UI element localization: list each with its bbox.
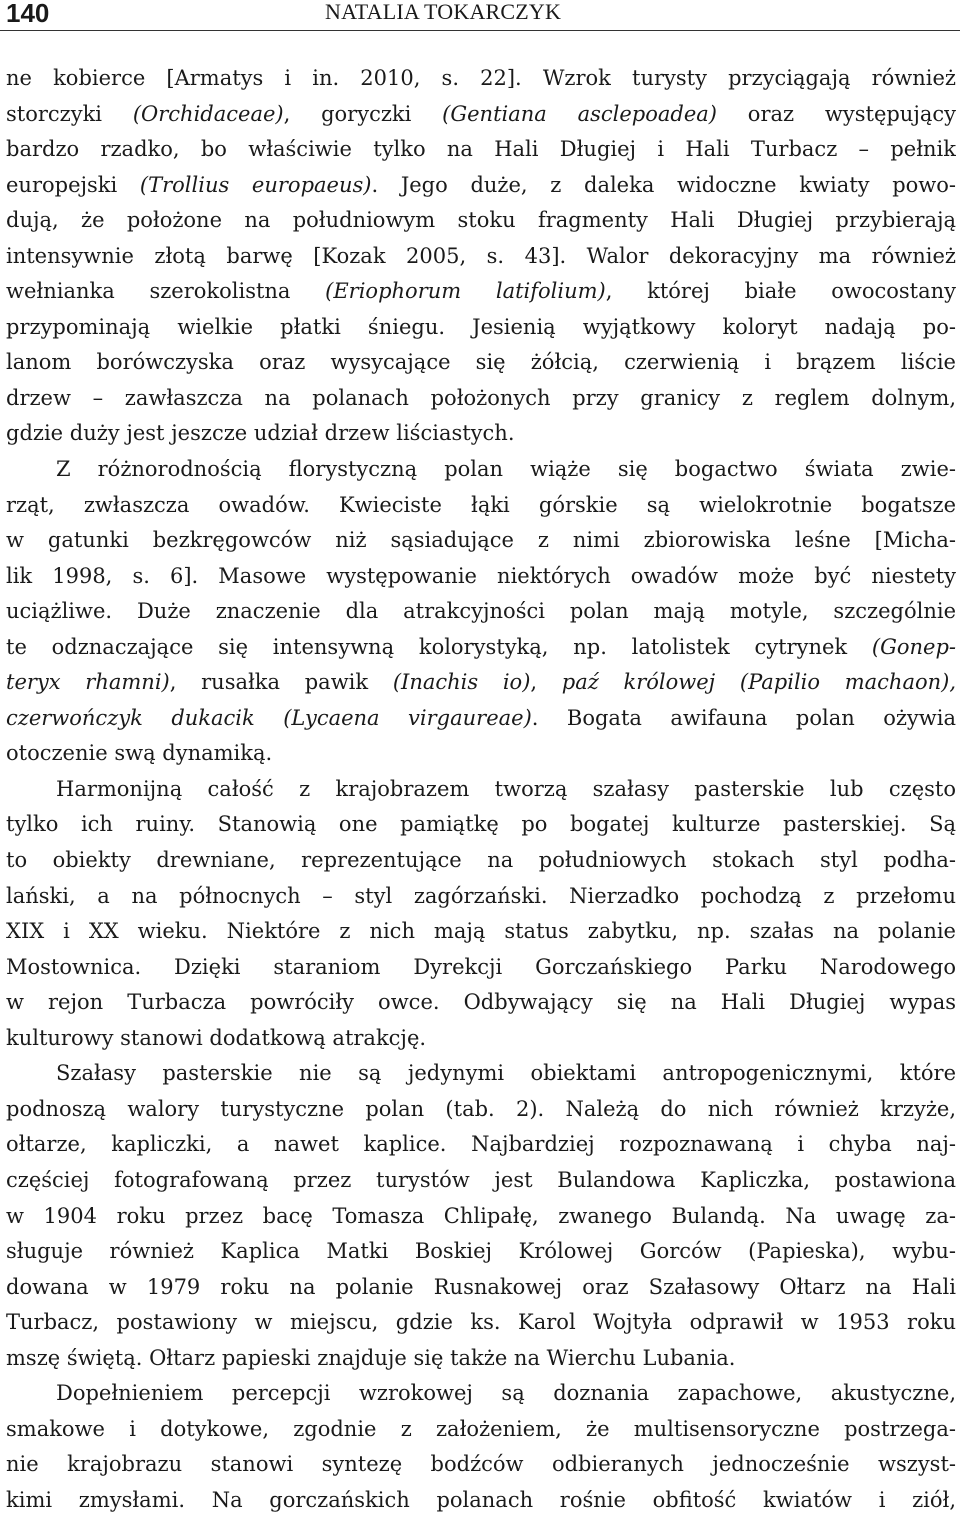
running-header: [0, 0, 960, 28]
text-run: ołtarze, kapliczki, a nawet kaplice. Najbardziej rozpoznawaną i chyba naj-: [6, 1132, 956, 1157]
text-line: [6, 559, 956, 595]
text-line: [6, 168, 956, 204]
page-number: 140: [6, 0, 50, 28]
text-run: Harmonijną całość z krajobrazem tworzą szałasy pasterskie lub często: [56, 776, 956, 801]
text-line: [6, 807, 956, 843]
text-line: [6, 772, 956, 808]
text-run: wełnianka szerokolistna: [6, 279, 326, 304]
text-line: [6, 239, 956, 275]
text-run: te odznaczające się intensywną kolorystyką, np. latolistek cytrynek: [6, 634, 872, 659]
text-run: przypominają wielkie płatki śniegu. Jesienią wyjątkowy koloryt nadają po-: [6, 314, 956, 339]
text-line: [6, 274, 956, 310]
text-run: storczyki: [6, 101, 133, 126]
text-line: [6, 1234, 956, 1270]
text-line: [6, 381, 956, 417]
text-line: [6, 879, 956, 915]
text-run: XIX i XX wieku. Niektóre z nich mają status zabytku, np. szałas na polanie: [6, 919, 956, 944]
text-run: to obiekty drewniane, reprezentujące na południowych stokach styl podha-: [6, 848, 956, 873]
italic-term: (Gonep-: [871, 634, 956, 659]
text-run: intensywnie złotą barwę [Kozak 2005, s. 43]. Walor dekoracyjny ma również: [6, 243, 956, 268]
text-line: [6, 736, 956, 772]
text-run: kimi zmysłami. Na gorczańskich polanach rośnie obfitość kwiatów i ziół,: [6, 1487, 956, 1512]
text-line: [6, 452, 956, 488]
text-line: [6, 1127, 956, 1163]
text-line: [6, 203, 956, 239]
text-line: [6, 1447, 956, 1483]
text-run: , goryczki: [283, 101, 443, 126]
text-run: Szałasy pasterskie nie są jedynymi obiektami antropogenicznymi, które: [56, 1061, 956, 1086]
text-line: [6, 1199, 956, 1235]
text-line: [6, 594, 956, 630]
text-line: [6, 488, 956, 524]
text-run: sługuje również Kaplica Matki Boskiej Królowej Gorców (Papieska), wybu-: [6, 1239, 956, 1264]
text-line: [6, 1305, 956, 1341]
text-line: [6, 1092, 956, 1128]
text-run: dują, że położone na południowym stoku fragmenty Hali Długiej przybierają: [6, 208, 956, 233]
running-title-author: NATALIA TOKARCZYK: [325, 0, 562, 24]
text-run: smakowe i dotykowe, zgodnie z założeniem, że multisensoryczne postrzega-: [6, 1416, 956, 1441]
text-line: [6, 1376, 956, 1412]
italic-term: teryx rhamni): [6, 670, 170, 695]
header-rule: [0, 30, 960, 31]
text-run: , której białe owocostany: [605, 279, 956, 304]
text-run: bardzo rzadko, bo właściwie tylko na Hali Długiej i Hali Turbacz – pełnik: [6, 137, 956, 162]
text-run: Dopełnieniem percepcji wzrokowej są doznania zapachowe, akustyczne,: [56, 1381, 956, 1406]
text-line: [6, 61, 956, 97]
text-line: [6, 132, 956, 168]
text-run: w 1904 roku przez bacę Tomasza Chlipałę, zwanego Bulandą. Na uwagę za-: [6, 1203, 956, 1228]
text-run: częściej fotografowaną przez turystów jest Bulandowa Kapliczka, postawiona: [6, 1167, 956, 1192]
text-run: gdzie duży jest jeszcze udział drzew liściastych.: [6, 421, 515, 446]
italic-term: czerwończyk dukacik (Lycaena virgaureae): [6, 705, 532, 730]
text-line: [6, 523, 956, 559]
text-line: [6, 416, 956, 452]
italic-term: (Orchidaceae): [132, 101, 284, 126]
italic-term: (Trollius europaeus): [139, 172, 372, 197]
text-line: [6, 1412, 956, 1448]
text-line: [6, 1270, 956, 1306]
text-line: [6, 1021, 956, 1057]
text-run: lik 1998, s. 6]. Masowe występowanie niektórych owadów może być niestety: [6, 563, 956, 588]
text-run: otoczenie swą dynamiką.: [6, 741, 273, 766]
text-run: podnoszą walory turystyczne polan (tab. 2). Należą do nich również krzyże,: [6, 1096, 956, 1121]
text-line: [6, 97, 956, 133]
italic-term: (Inachis io): [392, 670, 531, 695]
text-line: [6, 1163, 956, 1199]
italic-term: (Eriophorum latifolium): [325, 279, 606, 304]
text-run: rząt, zwłaszcza owadów. Kwieciste łąki górskie są wielokrotnie bogatsze: [6, 492, 956, 517]
text-run: ne kobierce [Armatys i in. 2010, s. 22]. Wzrok turysty przyciągają również: [6, 66, 956, 90]
text-run: w rejon Turbacza powróciły owce. Odbywający się na Hali Długiej wypas: [6, 990, 956, 1015]
text-line: [6, 950, 956, 986]
text-line: [6, 665, 956, 701]
article-body: [6, 61, 956, 1518]
text-line: [6, 843, 956, 879]
text-run: Turbacz, postawiony w miejscu, gdzie ks. Karol Wojtyła odprawił w 1953 roku: [6, 1310, 956, 1335]
text-run: mszę świętą. Ołtarz papieski znajduje się także na Wierchu Lubania.: [6, 1345, 736, 1370]
text-run: dowana w 1979 roku na polanie Rusnakowej oraz Szałasowy Ołtarz na Hali: [6, 1274, 956, 1299]
text-line: [6, 1483, 956, 1518]
text-run: tylko ich ruiny. Stanowią one pamiątkę po bogatej kulturze pasterskiej. Są: [6, 812, 956, 837]
text-run: oraz występujący: [717, 101, 956, 126]
text-run: kulturowy stanowi dodatkową atrakcję.: [6, 1025, 427, 1050]
italic-term: paź królowej (Papilio machaon),: [561, 670, 956, 695]
text-line: [6, 345, 956, 381]
text-run: uciążliwe. Duże znaczenie dla atrakcyjności polan mają motyle, szczególnie: [6, 599, 956, 624]
text-run: . Bogata awifauna polan ożywia: [531, 705, 956, 730]
italic-term: (Gentiana asclepoadea): [442, 101, 717, 126]
text-line: [6, 1341, 956, 1377]
text-run: w gatunki bezkręgowców niż sąsiadujące z nimi zbiorowiska leśne [Micha-: [6, 528, 956, 553]
text-line: [6, 914, 956, 950]
text-run: , rusałka pawik: [169, 670, 393, 695]
text-line: [6, 630, 956, 666]
text-run: Z różnorodnością florystyczną polan wiąże się bogactwo świata zwie-: [56, 457, 956, 482]
text-run: lanom borówczyska oraz wysycające się żółcią, czerwienią i brązem liście: [6, 350, 956, 375]
text-line: [6, 701, 956, 737]
text-line: [6, 1056, 956, 1092]
text-line: [6, 310, 956, 346]
text-line: [6, 985, 956, 1021]
text-run: . Jego duże, z daleka widoczne kwiaty powo-: [371, 172, 956, 197]
text-run: Mostownica. Dzięki staraniom Dyrekcji Gorczańskiego Parku Narodowego: [6, 954, 956, 979]
text-run: lański, a na północnych – styl zagórzański. Nierzadko pochodzą z przełomu: [6, 883, 956, 908]
text-run: nie krajobrazu stanowi syntezę bodźców odbieranych jednocześnie wszyst-: [6, 1452, 956, 1477]
text-run: europejski: [6, 172, 140, 197]
text-run: drzew – zawłaszcza na polanach położonych przy granicy z reglem dolnym,: [6, 385, 956, 410]
text-run: ,: [530, 670, 562, 695]
